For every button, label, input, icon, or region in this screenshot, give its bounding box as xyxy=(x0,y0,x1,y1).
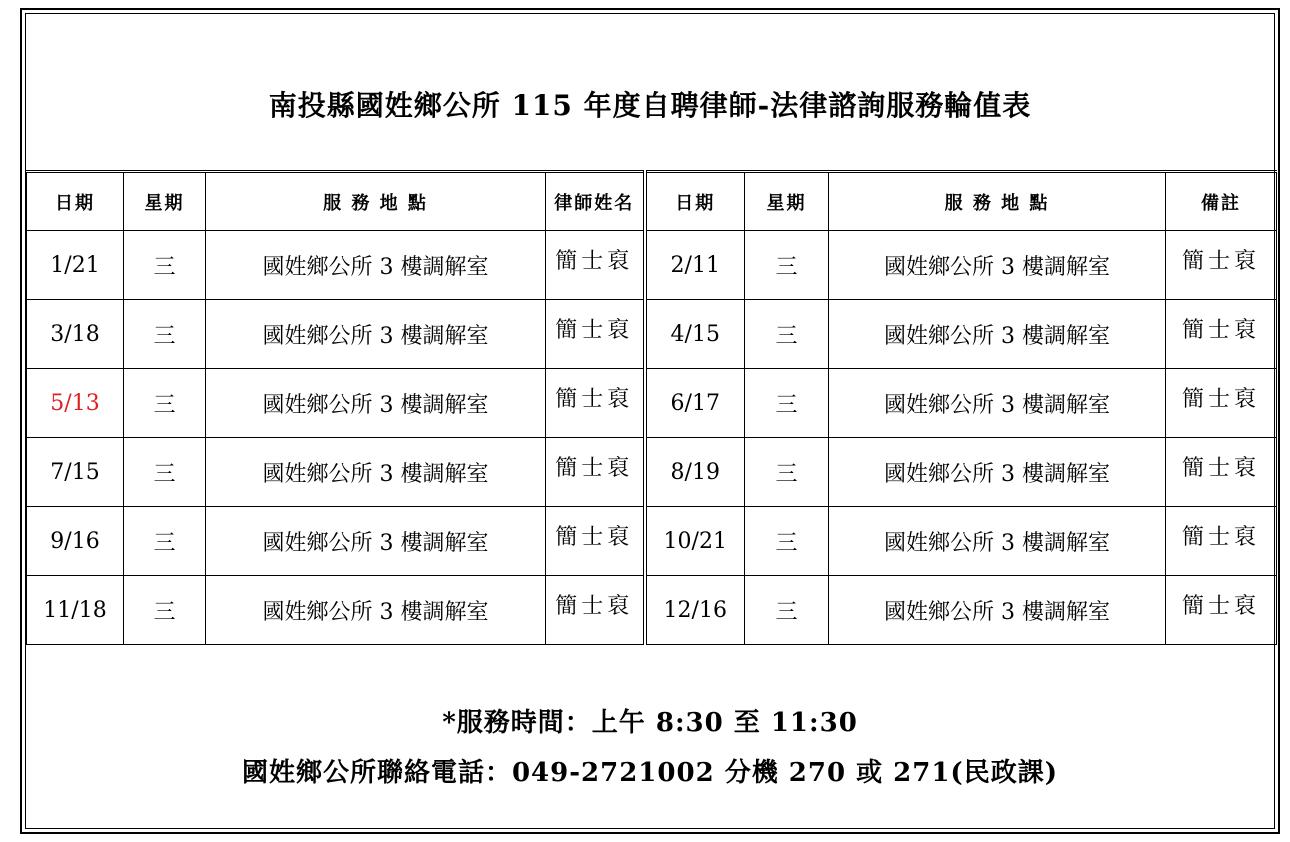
cell-weekday-2: 三 xyxy=(745,369,829,438)
table-row xyxy=(27,231,1277,300)
header-lawyer: 律師姓名 xyxy=(546,172,645,231)
table-row xyxy=(27,369,1277,438)
cell-weekday-2: 三 xyxy=(745,576,829,645)
header-location-2: 服 務 地 點 xyxy=(829,172,1166,231)
cell-lawyer-text: 簡士裒 xyxy=(555,455,634,481)
cell-remark xyxy=(1166,300,1277,369)
cell-location: 國姓鄉公所 3 樓調解室 xyxy=(206,576,546,645)
header-remark: 備註 xyxy=(1166,172,1277,231)
cell-lawyer-text: 簡士裒 xyxy=(555,386,634,412)
cell-remark xyxy=(1166,369,1277,438)
cell-weekday: 三 xyxy=(124,369,206,438)
cell-location-2: 國姓鄉公所 3 樓調解室 xyxy=(829,300,1166,369)
cell-date: 7/15 xyxy=(27,438,124,507)
cell-date: 9/16 xyxy=(27,507,124,576)
cell-date-2: 6/17 xyxy=(645,369,745,438)
cell-weekday: 三 xyxy=(124,300,206,369)
cell-weekday: 三 xyxy=(124,576,206,645)
cell-location: 國姓鄉公所 3 樓調解室 xyxy=(206,231,546,300)
cell-lawyer-text: 簡士裒 xyxy=(555,524,634,550)
page-title: 南投縣國姓鄉公所 115 年度自聘律師-法律諮詢服務輪值表 xyxy=(268,89,1032,122)
table-row xyxy=(27,438,1277,507)
cell-remark-text: 簡士裒 xyxy=(1181,455,1260,481)
cell-date-2: 2/11 xyxy=(645,231,745,300)
cell-weekday-2: 三 xyxy=(745,438,829,507)
header-location: 服 務 地 點 xyxy=(206,172,546,231)
document-inner-border xyxy=(25,13,1275,829)
cell-lawyer-text: 簡士裒 xyxy=(555,317,634,343)
cell-date-2: 4/15 xyxy=(645,300,745,369)
header-date: 日期 xyxy=(27,172,124,231)
cell-weekday: 三 xyxy=(124,507,206,576)
cell-date-2: 10/21 xyxy=(645,507,745,576)
cell-lawyer xyxy=(546,438,645,507)
document-frame xyxy=(20,8,1280,834)
notes xyxy=(26,698,1274,798)
cell-weekday-2: 三 xyxy=(745,300,829,369)
cell-lawyer xyxy=(546,300,645,369)
cell-date: 1/21 xyxy=(27,231,124,300)
cell-remark-text: 簡士裒 xyxy=(1181,524,1260,550)
table-row xyxy=(27,576,1277,645)
service-hours-note: *服務時間：上午 8:30 至 11:30 xyxy=(442,708,858,738)
cell-remark-text: 簡士裒 xyxy=(1181,317,1260,343)
cell-location: 國姓鄉公所 3 樓調解室 xyxy=(206,438,546,507)
table-header-row xyxy=(27,172,1277,231)
cell-weekday-2: 三 xyxy=(745,231,829,300)
cell-location-2: 國姓鄉公所 3 樓調解室 xyxy=(829,507,1166,576)
cell-remark-text: 簡士裒 xyxy=(1181,386,1260,412)
cell-remark xyxy=(1166,438,1277,507)
cell-date: 5/13 xyxy=(27,369,124,438)
contact-phone-note: 國姓鄉公所聯絡電話：049-2721002 分機 270 或 271(民政課) xyxy=(241,758,1059,788)
cell-location-2: 國姓鄉公所 3 樓調解室 xyxy=(829,231,1166,300)
schedule-table xyxy=(26,170,1277,645)
cell-date: 3/18 xyxy=(27,300,124,369)
cell-remark xyxy=(1166,576,1277,645)
header-weekday-2: 星期 xyxy=(745,172,829,231)
table-row xyxy=(27,300,1277,369)
cell-remark-text: 簡士裒 xyxy=(1181,248,1260,274)
cell-weekday: 三 xyxy=(124,438,206,507)
cell-lawyer xyxy=(546,369,645,438)
cell-lawyer xyxy=(546,231,645,300)
header-weekday: 星期 xyxy=(124,172,206,231)
cell-remark xyxy=(1166,507,1277,576)
header-date-2: 日期 xyxy=(645,172,745,231)
cell-lawyer xyxy=(546,576,645,645)
cell-date-2: 12/16 xyxy=(645,576,745,645)
cell-location-2: 國姓鄉公所 3 樓調解室 xyxy=(829,369,1166,438)
cell-lawyer xyxy=(546,507,645,576)
cell-weekday-2: 三 xyxy=(745,507,829,576)
table-row xyxy=(27,507,1277,576)
cell-date-2: 8/19 xyxy=(645,438,745,507)
cell-date: 11/18 xyxy=(27,576,124,645)
cell-lawyer-text: 簡士裒 xyxy=(555,248,634,274)
cell-location: 國姓鄉公所 3 樓調解室 xyxy=(206,300,546,369)
cell-location: 國姓鄉公所 3 樓調解室 xyxy=(206,507,546,576)
cell-remark-text: 簡士裒 xyxy=(1181,593,1260,619)
cell-location: 國姓鄉公所 3 樓調解室 xyxy=(206,369,546,438)
cell-location-2: 國姓鄉公所 3 樓調解室 xyxy=(829,576,1166,645)
cell-lawyer-text: 簡士裒 xyxy=(555,593,634,619)
cell-remark xyxy=(1166,231,1277,300)
cell-weekday: 三 xyxy=(124,231,206,300)
cell-location-2: 國姓鄉公所 3 樓調解室 xyxy=(829,438,1166,507)
